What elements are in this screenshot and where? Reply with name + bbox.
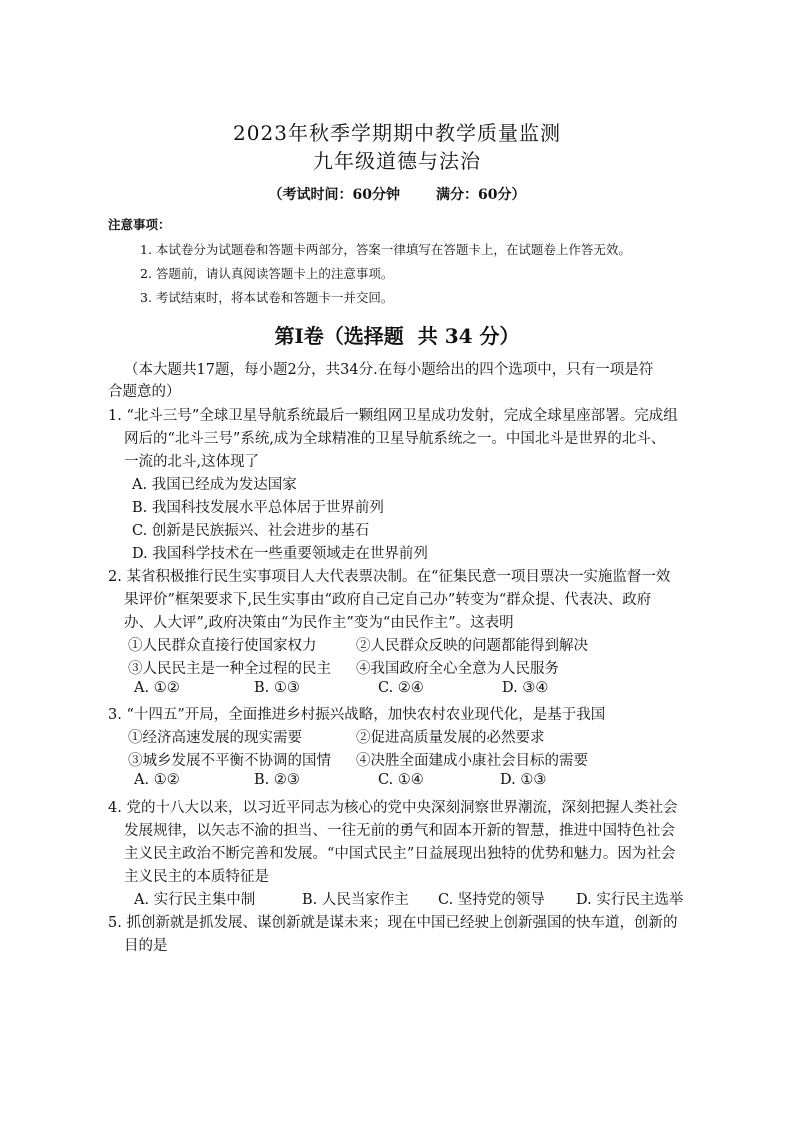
question-2-option-d: D. ③④ [502,680,549,696]
question-3-text: 3. “十四五”开局，全面推进乡村振兴战略，加快农村农业现代化，是基于我国 [108,707,606,723]
question-2-statement-3: ③人民民主是一种全过程的民主 [128,661,331,677]
exam-time: （考试时间：60分钟 [268,187,400,203]
question-4-text: 发展规律，以矢志不渝的担当、一往无前的勇气和固本开新的智慧，推进中国特色社会 [124,823,675,839]
question-4-option-c: C. 坚持党的领导 [438,892,545,908]
question-1-option-a: A. 我国已经成为发达国家 [132,477,297,493]
exam-subject: 九年级道德与法治 [313,149,481,173]
question-5-text: 目的是 [124,938,168,954]
section-intro: （本大题共17题，每小题2分，共34分.在每小题给出的四个选项中，只有一项是符 [124,362,654,378]
question-4-option-b: B. 人民当家作主 [302,892,409,908]
question-4-option-a: A. 实行民主集中制 [134,892,256,908]
question-2-statement-4: ④我国政府全心全意为人民服务 [356,661,559,677]
question-3-option-a: A. ①② [134,772,180,788]
question-5-text: 5. 抓创新就是抓发展、谋创新就是谋未来；现在中国已经驶上创新强国的快车道，创新的 [108,915,678,931]
question-1-text: 网后的“北斗三号”系统,成为全球精准的卫星导航系统之一。中国北斗是世界的北斗、 [124,431,666,447]
notice-item: 1. 本试卷分为试题卷和答题卡两部分，答案一律填写在答题卡上，在试题卷上作答无效。 [140,242,631,257]
question-1-text: 一流的北斗,这体现了 [124,454,260,470]
question-3-option-d: D. ①③ [500,772,547,788]
exam-info [0,184,794,204]
question-2-text: 2. 某省积极推行民生实事项目人大代表票决制。在“征集民意一项目票决一实施监督一效 [108,569,671,585]
question-4-option-d: D. 实行民主选举 [576,892,684,908]
full-score: 满分：60分） [436,187,526,203]
question-4-text: 主义民主政治不断完善和发展。“中国式民主”日益展现出独特的优势和魅力。因为社会 [124,846,676,862]
question-3-statement-4: ④决胜全面建成小康社会目标的需要 [356,753,588,769]
section-title-a: 第Ⅰ卷（选择题 [274,324,404,348]
question-3-statement-1: ①经济高速发展的现实需要 [128,730,302,746]
question-4-text: 主义民主的本质特征是 [124,869,269,885]
question-2-text: 办、人大评”,政府决策由“为民作主”变为“由民作主”。这表明 [124,615,514,631]
question-3-statement-3: ③城乡发展不平衡不协调的国情 [128,753,331,769]
question-1-option-b: B. 我国科技发展水平总体居于世界前列 [132,500,384,516]
question-2-statement-2: ②人民群众反映的问题都能得到解决 [356,638,588,654]
notice-item: 3. 考试结束时，将本试卷和答题卡一并交回。 [140,290,394,305]
notice-item: 2. 答题前，请认真阅读答题卡上的注意事项。 [140,266,394,281]
question-3-option-b: B. ②③ [254,772,300,788]
question-1-text: 1. “北斗三号”全球卫星导航系统最后一颗组网卫星成功发射，完成全球星座部署。完成组 [108,408,678,424]
question-2-option-b: B. ①③ [254,680,300,696]
question-3-statement-2: ②促进高质量发展的必然要求 [356,730,545,746]
section-title [0,320,794,349]
question-2-statement-1: ①人民群众直接行使国家权力 [128,638,317,654]
section-title-b: 共 34 分） [417,324,520,348]
question-1-option-d: D. 我国科学技术在一些重要领域走在世界前列 [132,546,428,562]
section-intro: 合题意的） [108,384,181,400]
question-4-text: 4. 党的十八大以来，以习近平同志为核心的党中央深刻洞察世界潮流，深刻把握人类社会 [108,800,678,816]
question-3-option-c: C. ①④ [378,772,424,788]
question-2-text: 果评价”框架要求下,民生实事由“政府自己定自己办”转变为“群众提、代表决、政府 [124,592,652,608]
notice-title: 注意事项： [108,217,171,232]
exam-title: 2023年秋季学期期中教学质量监测 [233,121,561,145]
question-1-option-c: C. 创新是民族振兴、社会进步的基石 [132,523,370,539]
question-2-option-a: A. ①② [134,680,180,696]
question-2-option-c: C. ②④ [378,680,424,696]
